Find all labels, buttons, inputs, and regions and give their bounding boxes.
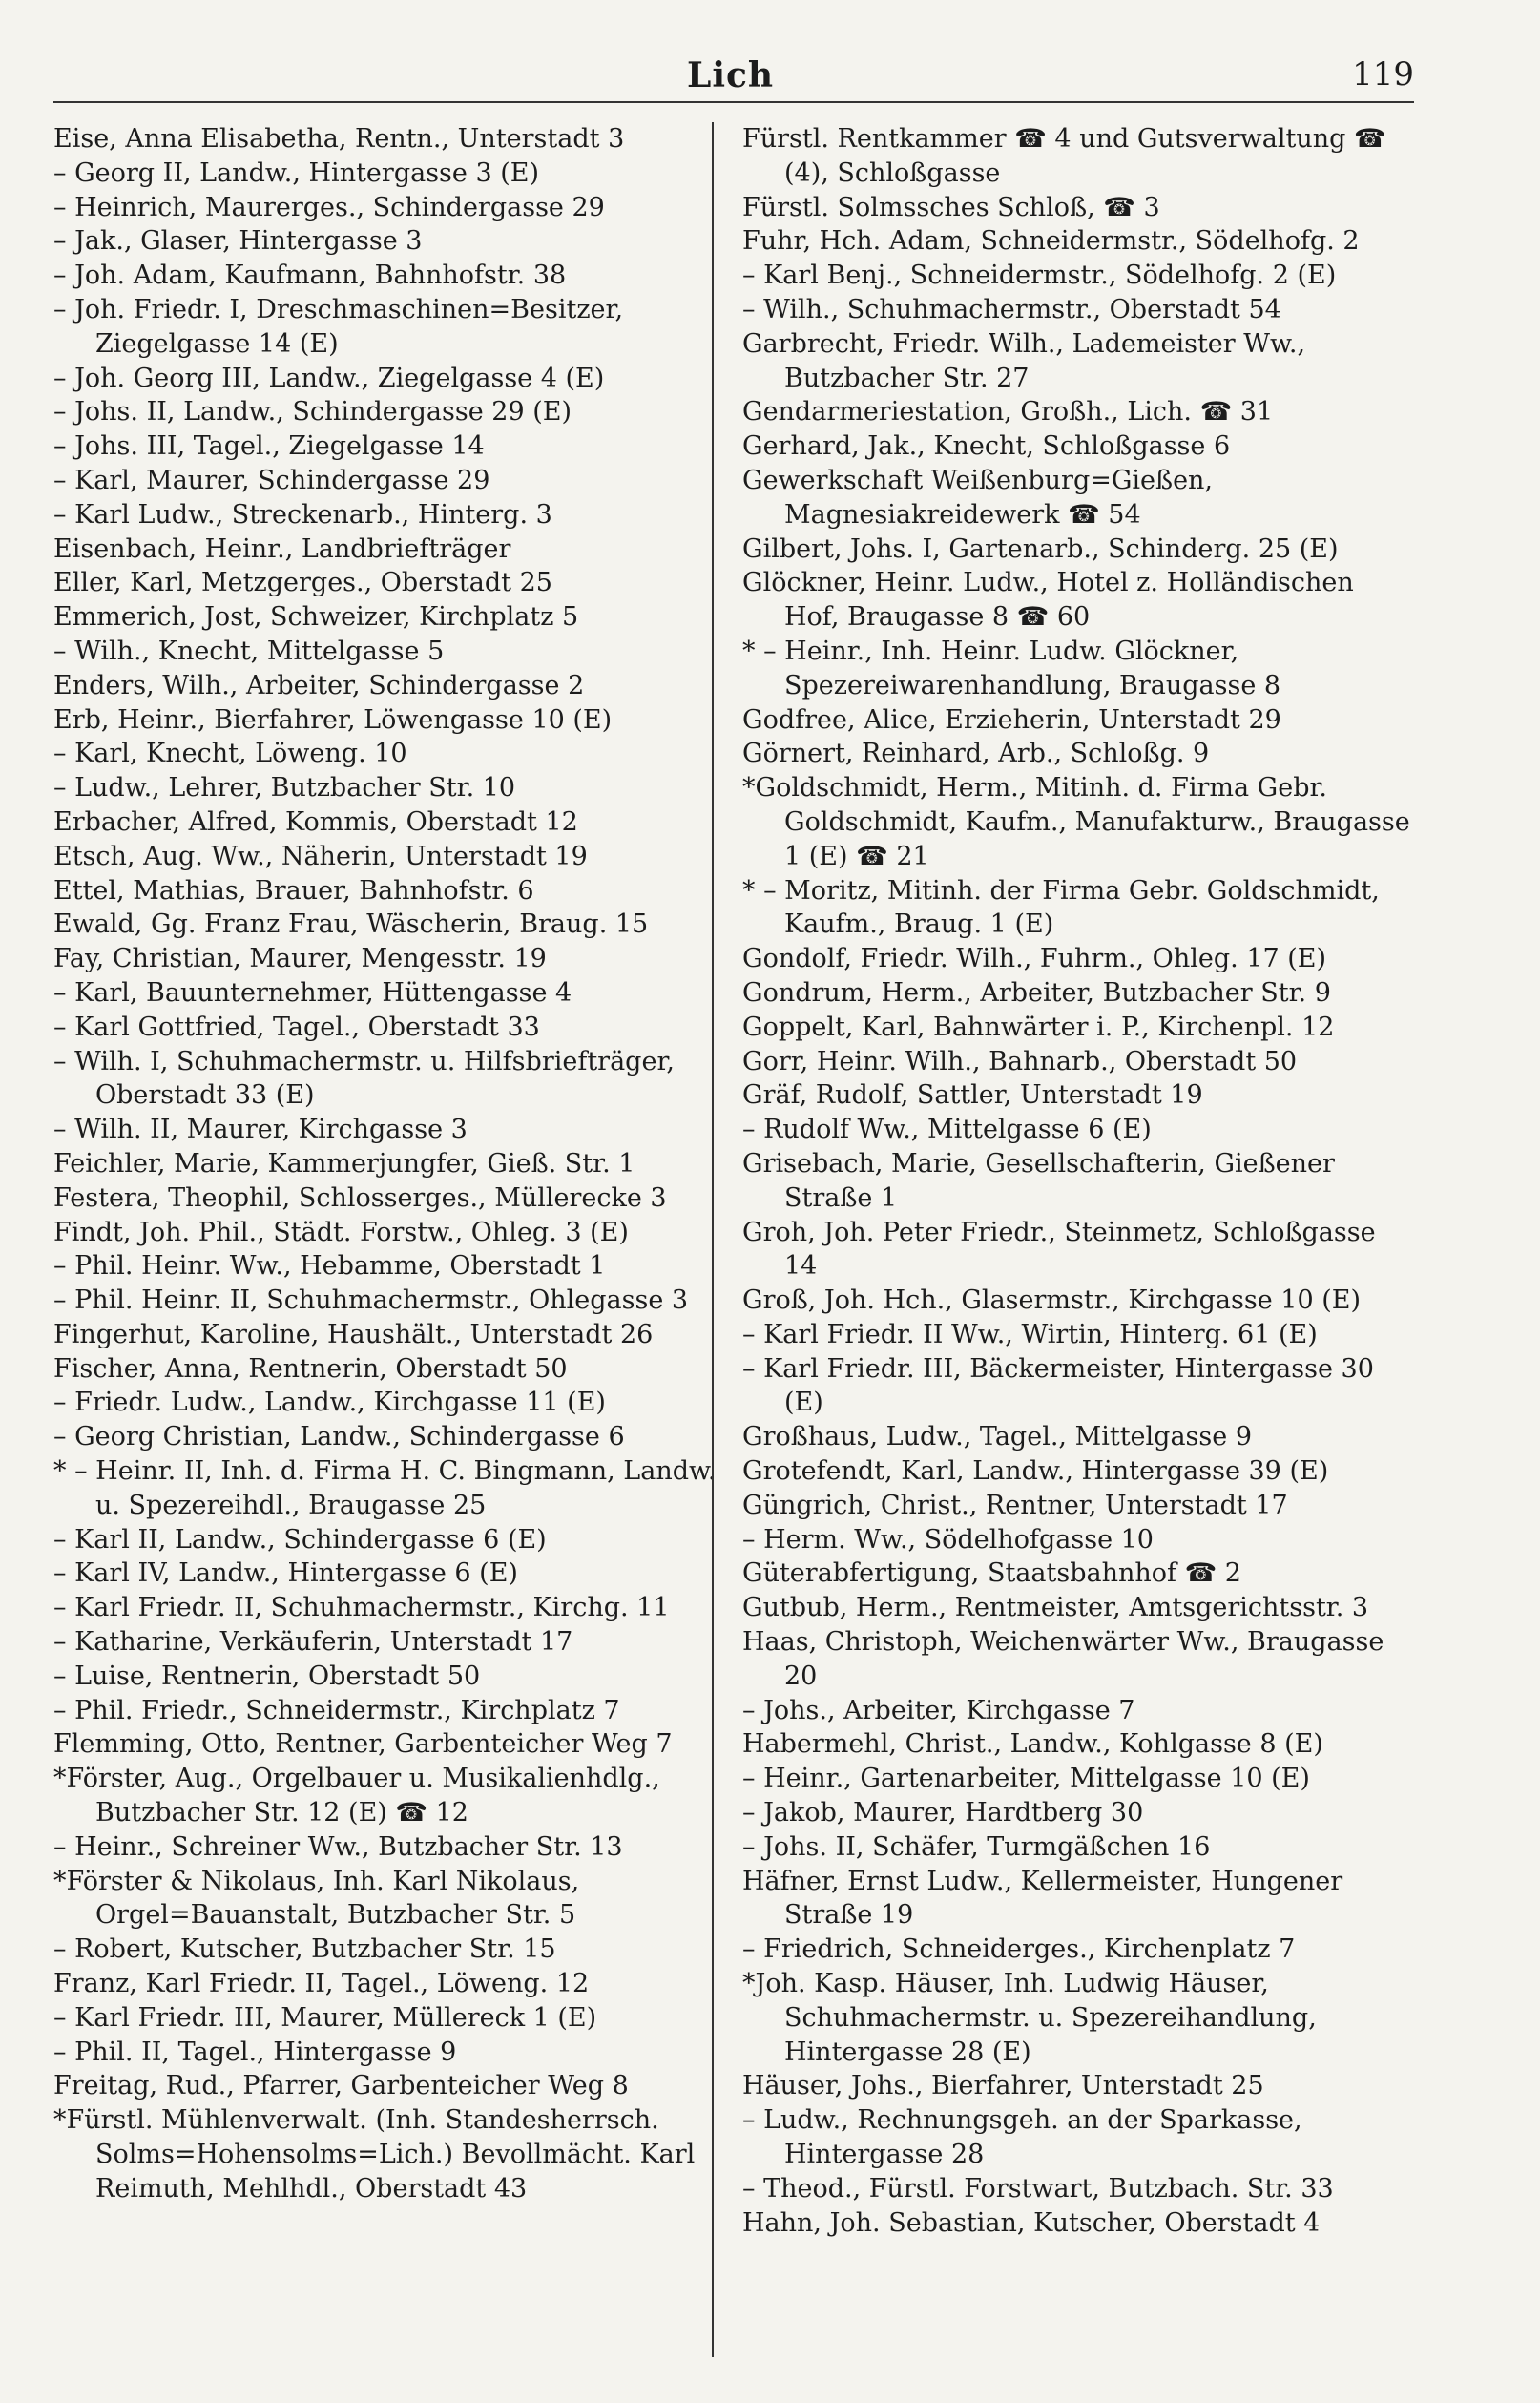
directory-entry: – Joh. Georg III, Landw., Ziegelgasse 4 (E) [53, 363, 605, 393]
directory-entry: *Joh. Kasp. Häuser, Inh. Ludwig Häuser, Schuhmachermstr. u. Spezereihandlung, Hintergasse 28 (E) [742, 1969, 1317, 2067]
directory-entry: Godfree, Alice, Erzieherin, Unterstadt 29 [742, 704, 1281, 735]
directory-entry: – Katharine, Verkäuferin, Unterstadt 17 [53, 1627, 573, 1658]
directory-entry: – Karl Friedr. III, Bäckermeister, Hintergasse 30 (E) [742, 1353, 1374, 1418]
directory-entry: Freitag, Rud., Pfarrer, Garbenteicher Weg 8 [53, 2071, 629, 2101]
column-divider [712, 122, 714, 2357]
directory-entry: – Theod., Fürstl. Forstwart, Butzbach. Str. 33 [742, 2173, 1334, 2204]
directory-entry: – Johs. III, Tagel., Ziegelgasse 14 [53, 431, 485, 462]
directory-entry: – Jakob, Maurer, Hardtberg 30 [742, 1798, 1144, 1828]
directory-entry: Gräf, Rudolf, Sattler, Unterstadt 19 [742, 1080, 1203, 1111]
directory-entry: *Förster & Nikolaus, Inh. Karl Nikolaus, Orgel=Bauanstalt, Butzbacher Str. 5 [53, 1866, 580, 1931]
directory-entry: – Johs. II, Landw., Schindergasse 29 (E) [53, 397, 572, 428]
directory-entry: – Luise, Rentnerin, Oberstadt 50 [53, 1661, 481, 1691]
directory-entry: Fürstl. Rentkammer ☎ 4 und Gutsverwaltung ☎ (4), Schloßgasse [742, 124, 1386, 188]
directory-entry: Güterabfertigung, Staatsbahnhof ☎ 2 [742, 1558, 1241, 1589]
directory-entry: – Phil. Heinr. II, Schuhmachermstr., Ohlegasse 3 [53, 1285, 689, 1316]
directory-entry: * – Heinr., Inh. Heinr. Ludw. Glöckner, Spezereiwarenhandlung, Braugasse 8 [742, 636, 1281, 700]
directory-entry: – Ludw., Lehrer, Butzbacher Str. 10 [53, 773, 516, 804]
directory-entry: – Karl Friedr. II Ww., Wirtin, Hinterg. 61 (E) [742, 1319, 1318, 1349]
directory-entry: – Karl Friedr. III, Maurer, Müllereck 1 (E) [53, 2002, 597, 2033]
directory-entry: *Goldschmidt, Herm., Mitinh. d. Firma Gebr. Goldschmidt, Kaufm., Manufakturw., Braugasse 1 (E) ☎ 21 [742, 773, 1410, 871]
directory-entry: *Förster, Aug., Orgelbauer u. Musikalienhdlg., Butzbacher Str. 12 (E) ☎ 12 [53, 1764, 660, 1828]
directory-entry: – Friedr. Ludw., Landw., Kirchgasse 11 (E) [53, 1388, 606, 1418]
directory-entry: Eller, Karl, Metzgerges., Oberstadt 25 [53, 568, 552, 598]
directory-entry: – Phil. Friedr., Schneidermstr., Kirchplatz 7 [53, 1695, 620, 1725]
directory-entry: – Karl, Knecht, Löweng. 10 [53, 739, 407, 769]
directory-entry: – Johs. II, Schäfer, Turmgäßchen 16 [742, 1831, 1211, 1862]
directory-entry: – Georg Christian, Landw., Schindergasse 6 [53, 1422, 625, 1452]
directory-entry: Etsch, Aug. Ww., Näherin, Unterstadt 19 [53, 841, 588, 871]
directory-entry: Fingerhut, Karoline, Haushält., Unterstadt 26 [53, 1319, 654, 1349]
directory-entry: – Wilh. I, Schuhmachermstr. u. Hilfsbriefträger, Oberstadt 33 (E) [53, 1046, 675, 1111]
directory-entry: – Robert, Kutscher, Butzbacher Str. 15 [53, 1934, 556, 1965]
directory-entry: Habermehl, Christ., Landw., Kohlgasse 8 (E) [742, 1729, 1323, 1760]
right-column [742, 122, 1415, 2240]
directory-entry: – Heinr., Schreiner Ww., Butzbacher Str. 13 [53, 1831, 623, 1862]
directory-entry: Eise, Anna Elisabetha, Rentn., Unterstadt 3 [53, 124, 625, 154]
directory-entry: Groh, Joh. Peter Friedr., Steinmetz, Schloßgasse 14 [742, 1217, 1376, 1282]
directory-entry: * – Moritz, Mitinh. der Firma Gebr. Goldschmidt, Kaufm., Braug. 1 (E) [742, 875, 1380, 940]
directory-entry: Haas, Christoph, Weichenwärter Ww., Braugasse 20 [742, 1627, 1384, 1691]
directory-entry: Erbacher, Alfred, Kommis, Oberstadt 12 [53, 806, 578, 837]
directory-entry: – Herm. Ww., Södelhofgasse 10 [742, 1524, 1154, 1555]
header-rule [53, 101, 1414, 103]
directory-entry: Güngrich, Christ., Rentner, Unterstadt 17 [742, 1490, 1288, 1520]
directory-entry: – Karl II, Landw., Schindergasse 6 (E) [53, 1524, 547, 1555]
directory-entry: Häuser, Johs., Bierfahrer, Unterstadt 25 [742, 2071, 1264, 2101]
directory-entry: – Wilh., Schuhmachermstr., Oberstadt 54 [742, 294, 1281, 324]
directory-entry: – Karl, Bauunternehmer, Hüttengasse 4 [53, 977, 572, 1008]
directory-entry: * – Heinr. II, Inh. d. Firma H. C. Bingmann, Landw. u. Spezereihdl., Braugasse 25 [53, 1456, 717, 1520]
directory-entry: Ewald, Gg. Franz Frau, Wäscherin, Braug. 15 [53, 909, 649, 940]
left-column [53, 122, 726, 2206]
directory-entry: – Johs., Arbeiter, Kirchgasse 7 [742, 1695, 1135, 1725]
directory-entry: – Heinrich, Maurerges., Schindergasse 29 [53, 192, 605, 222]
directory-entry: Findt, Joh. Phil., Städt. Forstw., Ohleg. 3 (E) [53, 1217, 629, 1247]
directory-entry: Görnert, Reinhard, Arb., Schloßg. 9 [742, 739, 1210, 769]
directory-entry: – Karl Benj., Schneidermstr., Södelhofg. 2 (E) [742, 261, 1337, 291]
directory-entry: Hahn, Joh. Sebastian, Kutscher, Oberstadt 4 [742, 2207, 1321, 2238]
directory-entry: Emmerich, Jost, Schweizer, Kirchplatz 5 [53, 602, 579, 633]
directory-entry: Gewerkschaft Weißenburg=Gießen, Magnesiakreidewerk ☎ 54 [742, 465, 1214, 530]
directory-entry: Gerhard, Jak., Knecht, Schloßgasse 6 [742, 431, 1231, 462]
directory-entry: Gondrum, Herm., Arbeiter, Butzbacher Str. 9 [742, 977, 1331, 1008]
directory-entry: Festera, Theophil, Schlosserges., Müllerecke 3 [53, 1182, 667, 1213]
directory-entry: Fay, Christian, Maurer, Mengesstr. 19 [53, 944, 547, 974]
directory-entry: – Karl Gottfried, Tagel., Oberstadt 33 [53, 1012, 540, 1042]
directory-entry: Fürstl. Solmssches Schloß, ☎ 3 [742, 192, 1160, 222]
page-title: Lich [687, 55, 775, 95]
directory-entry: Eisenbach, Heinr., Landbriefträger [53, 533, 511, 564]
directory-entry: – Phil. II, Tagel., Hintergasse 9 [53, 2037, 457, 2067]
directory-entry: – Georg II, Landw., Hintergasse 3 (E) [53, 157, 540, 188]
directory-entry: – Wilh., Knecht, Mittelgasse 5 [53, 636, 445, 666]
directory-entry: Großhaus, Ludw., Tagel., Mittelgasse 9 [742, 1422, 1253, 1452]
directory-entry: – Karl Ludw., Streckenarb., Hinterg. 3 [53, 499, 552, 530]
directory-entry: – Rudolf Ww., Mittelgasse 6 (E) [742, 1115, 1152, 1145]
directory-entry: – Wilh. II, Maurer, Kirchgasse 3 [53, 1115, 468, 1145]
page-number: 119 [1352, 55, 1414, 94]
directory-entry: – Ludw., Rechnungsgeh. an der Sparkasse, Hintergasse 28 [742, 2105, 1302, 2170]
directory-entry: Ettel, Mathias, Brauer, Bahnhofstr. 6 [53, 875, 534, 906]
directory-entry: – Karl, Maurer, Schindergasse 29 [53, 465, 490, 495]
directory-entry: – Joh. Friedr. I, Dreschmaschinen=Besitzer, Ziegelgasse 14 (E) [53, 294, 624, 359]
directory-entry: Häfner, Ernst Ludw., Kellermeister, Hungener Straße 19 [742, 1866, 1343, 1931]
directory-entry: Goppelt, Karl, Bahnwärter i. P., Kirchenpl. 12 [742, 1012, 1335, 1042]
directory-entry: Fuhr, Hch. Adam, Schneidermstr., Södelhofg. 2 [742, 226, 1360, 257]
directory-entry: *Fürstl. Mühlenverwalt. (Inh. Standesherrsch. Solms=Hohensolms=Lich.) Bevollmächt. Karl Reimuth, Mehlhdl., Oberstadt 43 [53, 2105, 696, 2204]
directory-entry: Feichler, Marie, Kammerjungfer, Gieß. Str. 1 [53, 1148, 635, 1179]
directory-entry: – Heinr., Gartenarbeiter, Mittelgasse 10 (E) [742, 1764, 1310, 1794]
directory-entry: – Jak., Glaser, Hintergasse 3 [53, 226, 423, 257]
directory-entry: Garbrecht, Friedr. Wilh., Lademeister Ww., Butzbacher Str. 27 [742, 328, 1306, 393]
directory-entry: – Phil. Heinr. Ww., Hebamme, Oberstadt 1 [53, 1251, 606, 1282]
directory-entry: – Karl IV, Landw., Hintergasse 6 (E) [53, 1558, 518, 1589]
directory-entry: Gilbert, Johs. I, Gartenarb., Schinderg. 25 (E) [742, 533, 1339, 564]
directory-entry: Gendarmeriestation, Großh., Lich. ☎ 31 [742, 397, 1274, 428]
directory-entry: – Joh. Adam, Kaufmann, Bahnhofstr. 38 [53, 261, 567, 291]
directory-entry: Gorr, Heinr. Wilh., Bahnarb., Oberstadt 50 [742, 1046, 1298, 1076]
directory-entry: – Friedrich, Schneiderges., Kirchenplatz 7 [742, 1934, 1296, 1965]
page-header [0, 46, 1540, 103]
directory-entry: Enders, Wilh., Arbeiter, Schindergasse 2 [53, 670, 585, 700]
directory-entry: Gondolf, Friedr. Wilh., Fuhrm., Ohleg. 17 (E) [742, 944, 1326, 974]
directory-entry: Fischer, Anna, Rentnerin, Oberstadt 50 [53, 1353, 568, 1384]
directory-entry: Glöckner, Heinr. Ludw., Hotel z. Holländischen Hof, Braugasse 8 ☎ 60 [742, 568, 1354, 633]
directory-entry: Erb, Heinr., Bierfahrer, Löwengasse 10 (E) [53, 704, 613, 735]
directory-entry: Grotefendt, Karl, Landw., Hintergasse 39 (E) [742, 1456, 1329, 1487]
directory-entry: Flemming, Otto, Rentner, Garbenteicher Weg 7 [53, 1729, 673, 1760]
directory-entry: Gutbub, Herm., Rentmeister, Amtsgerichtsstr. 3 [742, 1593, 1369, 1623]
directory-entry: Groß, Joh. Hch., Glasermstr., Kirchgasse 10 (E) [742, 1285, 1361, 1316]
directory-entry: Grisebach, Marie, Gesellschafterin, Gießener Straße 1 [742, 1148, 1335, 1213]
directory-entry: – Karl Friedr. II, Schuhmachermstr., Kirchg. 11 [53, 1593, 670, 1623]
directory-entry: Franz, Karl Friedr. II, Tagel., Löweng. 12 [53, 1969, 590, 1999]
